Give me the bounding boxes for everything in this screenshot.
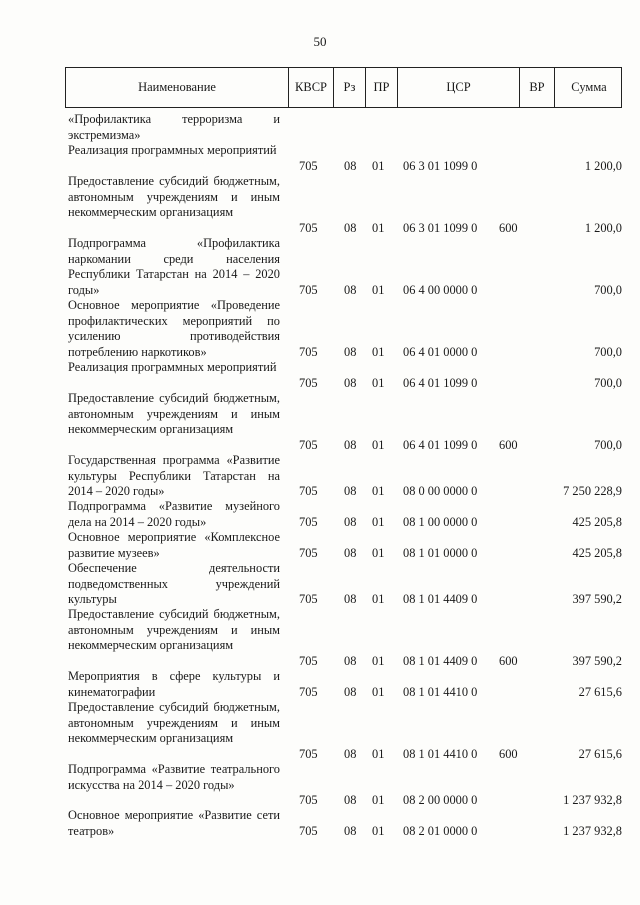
- row-name: Реализация программных мероприятий: [68, 143, 277, 157]
- row-kvsr: 705: [299, 684, 318, 699]
- table-row: [66, 499, 622, 530]
- table-row: [66, 360, 622, 391]
- row-csr: 08 1 01 4409 0: [403, 591, 478, 606]
- row-name: Реализация программных мероприятий: [68, 360, 277, 374]
- row-pr: 01: [372, 591, 385, 606]
- row-name: Предоставление субсидий бюджетным, автономным учреждениям и иным некоммерческим организациям: [68, 607, 280, 652]
- row-pr: 01: [372, 684, 385, 699]
- row-sum: 425 205,8: [572, 545, 622, 560]
- row-name: Предоставление субсидий бюджетным, автономным учреждениям и иным некоммерческим организациям: [68, 391, 280, 436]
- table-row: [66, 236, 622, 298]
- row-csr: 06 3 01 1099 0: [403, 220, 478, 235]
- row-csr: 08 0 00 0000 0: [403, 483, 478, 498]
- row-sum: 700,0: [594, 282, 622, 297]
- row-rz: 08: [344, 437, 357, 452]
- row-sum: 700,0: [594, 437, 622, 452]
- row-csr: 06 4 00 0000 0: [403, 282, 478, 297]
- row-sum: 425 205,8: [572, 514, 622, 529]
- row-rz: 08: [344, 653, 357, 668]
- row-csr: 06 4 01 1099 0: [403, 375, 478, 390]
- row-sum: 7 250 228,9: [563, 483, 622, 498]
- row-pr: 01: [372, 344, 385, 359]
- row-sum: 27 615,6: [578, 684, 622, 699]
- row-csr: 06 3 01 1099 0: [403, 158, 478, 173]
- row-name: Мероприятия в сфере культуры и кинематографии: [68, 669, 280, 699]
- row-vr: 600: [499, 220, 518, 235]
- table-row: [66, 530, 622, 561]
- row-kvsr: 705: [299, 158, 318, 173]
- row-kvsr: 705: [299, 282, 318, 297]
- table-row: [66, 174, 622, 236]
- row-rz: 08: [344, 375, 357, 390]
- table-row: [66, 669, 622, 700]
- header-csr: ЦСР: [397, 68, 519, 107]
- row-rz: 08: [344, 514, 357, 529]
- header-sum: Сумма: [554, 68, 623, 107]
- row-kvsr: 705: [299, 344, 318, 359]
- page-number: 50: [313, 34, 327, 49]
- row-sum: 397 590,2: [572, 653, 622, 668]
- row-name: Предоставление субсидий бюджетным, автономным учреждениям и иным некоммерческим организациям: [68, 700, 280, 745]
- row-rz: 08: [344, 220, 357, 235]
- row-rz: 08: [344, 483, 357, 498]
- table-row: [66, 808, 622, 839]
- row-kvsr: 705: [299, 514, 318, 529]
- header-pr: ПР: [365, 68, 397, 107]
- row-kvsr: 705: [299, 375, 318, 390]
- row-csr: 08 2 00 0000 0: [403, 792, 478, 807]
- row-vr: 600: [499, 653, 518, 668]
- row-csr: 06 4 01 1099 0: [403, 437, 478, 452]
- header-vr: ВР: [519, 68, 554, 107]
- table-row: [66, 561, 622, 607]
- row-kvsr: 705: [299, 746, 318, 761]
- row-sum: 1 200,0: [584, 158, 622, 173]
- row-csr: 06 4 01 0000 0: [403, 344, 478, 359]
- row-rz: 08: [344, 545, 357, 560]
- row-pr: 01: [372, 653, 385, 668]
- row-name: «Профилактика терроризма и экстремизма»: [68, 112, 280, 142]
- row-csr: 08 2 01 0000 0: [403, 823, 478, 838]
- table-row: [66, 607, 622, 669]
- table-header: [65, 67, 622, 108]
- table-row: [66, 298, 622, 360]
- row-sum: 1 237 932,8: [563, 823, 622, 838]
- row-pr: 01: [372, 282, 385, 297]
- row-sum: 700,0: [594, 375, 622, 390]
- row-sum: 397 590,2: [572, 591, 622, 606]
- row-pr: 01: [372, 375, 385, 390]
- row-rz: 08: [344, 792, 357, 807]
- row-rz: 08: [344, 746, 357, 761]
- row-csr: 08 1 01 4409 0: [403, 653, 478, 668]
- row-rz: 08: [344, 684, 357, 699]
- row-rz: 08: [344, 282, 357, 297]
- row-name: Подпрограмма «Развитие музейного дела на 2014 – 2020 годы»: [68, 499, 280, 529]
- row-kvsr: 705: [299, 220, 318, 235]
- row-sum: 27 615,6: [578, 746, 622, 761]
- header-kvsr: КВСР: [288, 68, 333, 107]
- row-pr: 01: [372, 514, 385, 529]
- table-row: [66, 112, 622, 143]
- row-sum: 1 200,0: [584, 220, 622, 235]
- row-name: Основное мероприятие «Развитие сети театров»: [68, 808, 280, 838]
- row-kvsr: 705: [299, 792, 318, 807]
- header-rz: Рз: [333, 68, 365, 107]
- row-csr: 08 1 01 4410 0: [403, 746, 478, 761]
- row-pr: 01: [372, 823, 385, 838]
- row-kvsr: 705: [299, 591, 318, 606]
- row-rz: 08: [344, 591, 357, 606]
- row-rz: 08: [344, 158, 357, 173]
- row-vr: 600: [499, 437, 518, 452]
- row-rz: 08: [344, 823, 357, 838]
- row-kvsr: 705: [299, 545, 318, 560]
- row-pr: 01: [372, 158, 385, 173]
- row-pr: 01: [372, 792, 385, 807]
- row-pr: 01: [372, 746, 385, 761]
- row-kvsr: 705: [299, 483, 318, 498]
- row-kvsr: 705: [299, 823, 318, 838]
- row-name: Обеспечение деятельности подведомственных учреждений культуры: [68, 561, 280, 606]
- row-pr: 01: [372, 220, 385, 235]
- row-rz: 08: [344, 344, 357, 359]
- row-vr: 600: [499, 746, 518, 761]
- row-sum: 1 237 932,8: [563, 792, 622, 807]
- row-pr: 01: [372, 483, 385, 498]
- row-name: Основное мероприятие «Комплексное развитие музеев»: [68, 530, 280, 560]
- row-pr: 01: [372, 545, 385, 560]
- row-csr: 08 1 00 0000 0: [403, 514, 478, 529]
- row-pr: 01: [372, 437, 385, 452]
- row-name: Предоставление субсидий бюджетным, автономным учреждениям и иным некоммерческим организациям: [68, 174, 280, 219]
- table-row: [66, 143, 622, 174]
- row-kvsr: 705: [299, 437, 318, 452]
- table-row: [66, 453, 622, 499]
- table-row: [66, 762, 622, 808]
- row-csr: 08 1 01 4410 0: [403, 684, 478, 699]
- table-row: [66, 391, 622, 453]
- row-sum: 700,0: [594, 344, 622, 359]
- row-name: Подпрограмма «Профилактика наркомании среди населения Республики Татарстан на 2014 – 2020 годы»: [68, 236, 280, 297]
- row-name: Основное мероприятие «Проведение профилактических мероприятий по усилению противодействия потреблению наркотиков»: [68, 298, 280, 359]
- row-kvsr: 705: [299, 653, 318, 668]
- row-name: Подпрограмма «Развитие театрального искусства на 2014 – 2020 годы»: [68, 762, 280, 792]
- row-csr: 08 1 01 0000 0: [403, 545, 478, 560]
- table-row: [66, 700, 622, 762]
- header-name: Наименование: [138, 80, 216, 94]
- row-name: Государственная программа «Развитие культуры Республики Татарстан на 2014 – 2020 годы»: [68, 453, 280, 498]
